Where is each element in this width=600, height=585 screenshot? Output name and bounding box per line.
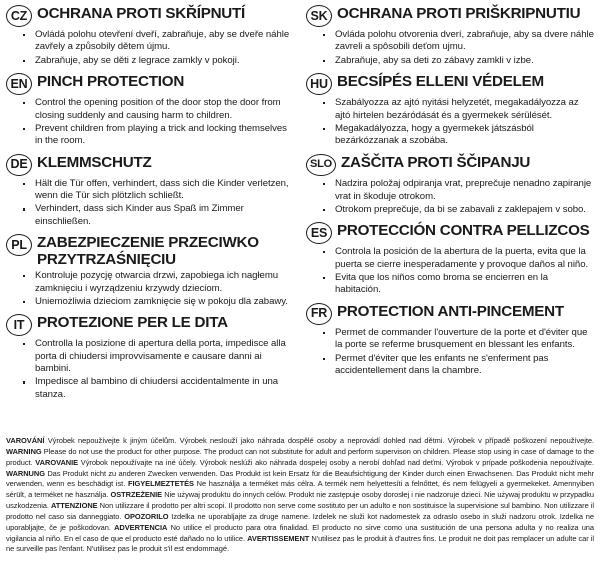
section-bullet-list: [6, 270, 294, 308]
bullet-item: Nadzira položaj odpiranja vrat, preprečuje nenadno zapiranje vrat in škoduje otrokom.: [320, 178, 594, 203]
language-section-it: [6, 313, 294, 401]
country-code-badge-es: ES: [306, 222, 332, 244]
section-header: [6, 153, 294, 176]
country-code-badge-hu: HU: [306, 73, 332, 95]
bullet-item: Controla la posición de la abertura de la puerta, evita que la puerta se cierre inesperadamente y provoque daños al niño.: [320, 246, 594, 271]
section-title: PROTECTION ANTI-PINCEMENT: [337, 302, 564, 320]
warning-label-figyelmeztets: FIGYELMEZTETÉS: [127, 479, 194, 489]
warning-text: Non utilizzare il prodotto per altri scopi. Il prodotto non serve come sostituto per un adulto e non sostituisce la supervisione sul bambino. Non utilizzare il prodotto nel caso sia danneggiato.: [6, 501, 594, 521]
language-section-sk: [306, 4, 594, 67]
left-column: [6, 4, 300, 436]
language-section-es: [306, 221, 594, 297]
section-title: PINCH PROTECTION: [37, 73, 185, 91]
language-section-pl: [6, 233, 294, 308]
bullet-item: Kontroluje pozycję otwarcia drzwi, zapobiega ich nagłemu zamknięciu i wyrządzeniu krzywdy dzieciom.: [20, 270, 294, 295]
section-bullet-list: [306, 97, 594, 148]
bullet-item: Evita que los niños como broma se encierren en la habitación.: [320, 272, 594, 297]
section-header: [306, 221, 594, 244]
warning-text: Nie używaj produktu do innych celów. Produkt nie zastępuje osoby dorosłej i nie nadzoruje dzieci. Nie używaj produktu w przypadku uszkodzenia.: [6, 490, 595, 511]
warning-text: Výrobok nepoužívajte na iné účely. Výrobok neslúži ako náhrada dospelej osoby a nerobí dohľad nad deťmi. Výrobok v prípade poškodenia nepoužívajte.: [80, 457, 594, 467]
bullet-item: Controlla la posizione di apertura della porta, impedisce alla porta di chiudersi improvvisamente e causare danni ai bambini.: [20, 338, 294, 375]
warning-text: Výrobek nepoužívejte k jiným účelům. Výrobek neslouží jako náhrada dospělé osoby a neprovádí dohled nad dětmi. Výrobek v případě poškození nepoužívejte.: [47, 436, 594, 445]
section-header: [306, 4, 594, 27]
language-columns: [6, 4, 594, 436]
section-title: ZAŠČITA PROTI ŠČIPANJU: [341, 153, 531, 171]
country-code-badge-sk: SK: [306, 5, 332, 27]
section-title: ZABEZPIECZENIE PRZECIWKO PRZYTRZAŚNIĘCIU: [37, 234, 259, 269]
warning-label-warning: WARNING: [6, 446, 42, 456]
warning-label-varovanie: VAROVANIE: [35, 457, 79, 467]
section-bullet-list: [306, 29, 594, 67]
right-column: [300, 4, 594, 436]
country-code-badge-it: IT: [6, 314, 32, 336]
warning-text: N'utilisez pas le produit à d'autres fins. Le produit ne doit pas remplacer un adulte car il ne surveille pas l'enfant. N'utilisez pas le produit s'il est endommagé.: [6, 533, 594, 554]
section-bullet-list: [306, 246, 594, 297]
bullet-item: Zabraňuje, aby sa deti zo zábavy zamkli v izbe.: [320, 55, 594, 67]
language-section-fr: [306, 302, 594, 378]
country-code-badge-cz: CZ: [6, 5, 32, 27]
bullet-item: Prevent children from playing a trick and locking themselves in the room.: [20, 123, 294, 148]
bullet-item: Zabraňuje, aby se děti z legrace zamkly v pokoji.: [20, 55, 294, 67]
warning-text: No utilice el producto para otra finalidad. El producto no sirve como una sustitución de una persona adulta y no realiza una vigilancia al niño. En el caso de que el producto esté dañado no lo utilice.: [6, 522, 594, 543]
warning-label-avertissement: AVERTISSEMENT: [247, 533, 310, 543]
warning-text: Ne használja a terméket más célra. A termék nem helyettesíti a felnőttet, és nem felügyeli a gyermekeket. Amennyiben sérült, a terméket ne használja.: [6, 479, 594, 500]
warning-label-warnung: WARNUNG: [6, 468, 45, 478]
section-title: BECSÍPÉS ELLENI VÉDELEM: [337, 73, 544, 91]
section-bullet-list: [6, 29, 294, 67]
bullet-item: Control the opening position of the door stop the door from closing suddenly and causing harm to children.: [20, 97, 294, 122]
bullet-item: Otrokom preprečuje, da bi se zabavali z zaklepajem v sobo.: [320, 204, 594, 216]
warning-label-advertencia: ADVERTENCIA: [114, 522, 168, 532]
bullet-item: Permet de commander l'ouverture de la porte et d'éviter que la porte se referme brusquement en blessant les enfants.: [320, 327, 594, 352]
country-code-badge-fr: FR: [306, 303, 332, 325]
country-code-badge-pl: PL: [6, 234, 32, 256]
section-header: [306, 72, 594, 95]
warning-text: Das Produkt nicht zu anderen Zwecken verwenden. Das Produkt ist kein Ersatz für die Beaufsichtigung der Kinder durch einen Erwachsenen. Das Produkt nicht mehr verwenden, wenn es beschädigt ist.: [6, 468, 594, 489]
language-section-en: [6, 72, 294, 148]
section-header: [6, 72, 294, 95]
warning-label-varovn: VAROVÁNÍ: [6, 436, 45, 445]
country-code-badge-slo: SLO: [306, 154, 336, 177]
section-header: [6, 233, 294, 268]
bullet-item: Permet d'éviter que les enfants ne s'enferment pas accidentellement dans la chambre.: [320, 353, 594, 378]
bullet-item: Impedisce al bambino di chiudersi accidentalmente in una stanza.: [20, 376, 294, 401]
bullet-item: Hält die Tür offen, verhindert, dass sich die Kinder verletzen, wenn die Tür sich plötzlich schließt.: [20, 178, 294, 203]
section-bullet-list: [6, 338, 294, 401]
warning-text: Please do not use the product for other purpose. The product can not substitute for adult and perform supervison on children. Please stop using in case of damage to the product.: [6, 446, 594, 467]
warning-label-ostrzeenie: OSTRZEŻENIE: [110, 490, 163, 500]
section-bullet-list: [6, 178, 294, 229]
bullet-item: Verhindert, dass sich Kinder aus Spaß im Zimmer einschließen.: [20, 203, 294, 228]
warnings-paragraph: [6, 436, 594, 555]
bullet-item: Szabályozza az ajtó nyitási helyzetét, megakadályozza az ajtó hirtelen bezáródását és a gyermekek sérülését.: [320, 97, 594, 122]
warning-text: Izdelka ne uporabljajte za druge namene. Izdelek ne služi kot nadomestek za odraslo osebo in služi nadzoru otrok. Izdelka ne uporabljajte, če je poškodovan.: [6, 511, 594, 532]
country-code-badge-en: EN: [6, 73, 32, 95]
section-title: PROTEZIONE PER LE DITA: [37, 314, 228, 332]
country-code-badge-de: DE: [6, 154, 32, 176]
section-header: [306, 302, 594, 325]
language-section-hu: [306, 72, 594, 148]
bullet-item: Megakadályozza, hogy a gyermekek játszásból bezárkózzanak a szobába.: [320, 123, 594, 148]
language-section-cz: [6, 4, 294, 67]
section-header: [306, 153, 594, 177]
bullet-item: Uniemożliwia dzieciom zamknięcie się w pokoju dla zabawy.: [20, 296, 294, 308]
language-section-de: [6, 153, 294, 229]
section-bullet-list: [306, 327, 594, 378]
warning-label-opozorilo: OPOZORILO: [124, 511, 169, 521]
bullet-item: Ovláda polohu otvorenia dverí, zabraňuje, aby sa dvere náhle zavreli a spôsobili deťom ujmu.: [320, 29, 594, 54]
warning-label-attenzione: ATTENZIONE: [51, 501, 98, 511]
section-title: OCHRANA PROTI SKŘÍPNUTÍ: [37, 5, 246, 22]
section-title: KLEMMSCHUTZ: [37, 153, 152, 171]
section-title: OCHRANA PROTI PRIŠKRIPNUTIU: [337, 5, 581, 22]
section-header: [6, 313, 294, 336]
bullet-item: Ovládá polohu otevření dveří, zabraňuje, aby se dveře náhle zavřely a způsobily dětem újmu.: [20, 29, 294, 54]
section-bullet-list: [306, 178, 594, 216]
section-header: [6, 4, 294, 27]
language-section-slo: [306, 153, 594, 217]
section-title: PROTECCIÓN CONTRA PELLIZCOS: [337, 222, 590, 240]
section-bullet-list: [6, 97, 294, 148]
